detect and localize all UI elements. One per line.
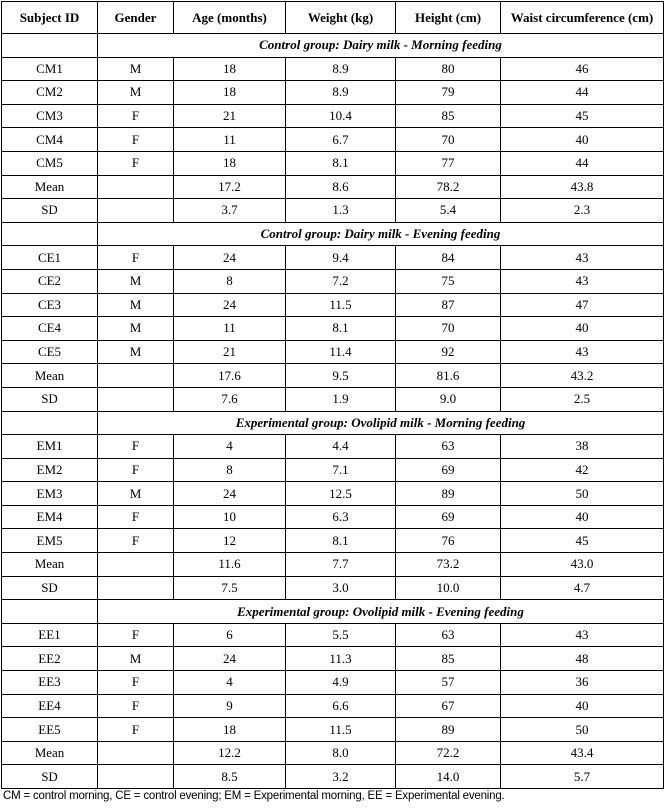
height-cell: 89: [396, 718, 501, 742]
age-cell: 24: [174, 246, 286, 270]
weight-cell: 8.6: [286, 175, 396, 199]
subject-id-cell: Mean: [2, 364, 98, 388]
gender-cell: [98, 765, 174, 789]
subject-id-cell: EE1: [2, 623, 98, 647]
age-cell: 6: [174, 623, 286, 647]
header-waist: Waist circumference (cm): [501, 2, 664, 34]
weight-cell: 8.1: [286, 529, 396, 553]
subject-id-cell: EM3: [2, 482, 98, 506]
weight-cell: 10.4: [286, 104, 396, 128]
gender-cell: [98, 741, 174, 765]
height-cell: 63: [396, 623, 501, 647]
subject-data-table: [1, 1, 664, 789]
age-cell: 8: [174, 458, 286, 482]
age-cell: 24: [174, 482, 286, 506]
age-cell: 3.7: [174, 199, 286, 223]
gender-cell: M: [98, 81, 174, 105]
gender-cell: M: [98, 317, 174, 341]
group-header-row: [2, 411, 664, 435]
gender-cell: M: [98, 57, 174, 81]
subject-id-cell: CE2: [2, 269, 98, 293]
height-cell: 84: [396, 246, 501, 270]
table-row: [2, 57, 664, 81]
group-blank-cell: [2, 222, 98, 246]
table-body: [2, 34, 664, 789]
table-row: [2, 199, 664, 223]
gender-cell: M: [98, 340, 174, 364]
subject-id-cell: CM2: [2, 81, 98, 105]
group-title: Control group: Dairy milk - Evening feeding: [98, 222, 664, 246]
height-cell: 77: [396, 151, 501, 175]
weight-cell: 4.9: [286, 671, 396, 695]
subject-id-cell: EE3: [2, 671, 98, 695]
waist-cell: 40: [501, 128, 664, 152]
table-row: [2, 623, 664, 647]
table-row: [2, 387, 664, 411]
subject-id-cell: EM1: [2, 435, 98, 459]
age-cell: 12.2: [174, 741, 286, 765]
age-cell: 12: [174, 529, 286, 553]
subject-id-cell: EE5: [2, 718, 98, 742]
gender-cell: [98, 364, 174, 388]
subject-id-cell: CE4: [2, 317, 98, 341]
gender-cell: [98, 175, 174, 199]
weight-cell: 11.4: [286, 340, 396, 364]
subject-id-cell: EM2: [2, 458, 98, 482]
age-cell: 21: [174, 104, 286, 128]
weight-cell: 5.5: [286, 623, 396, 647]
table-row: [2, 671, 664, 695]
weight-cell: 11.3: [286, 647, 396, 671]
subject-id-cell: EE4: [2, 694, 98, 718]
age-cell: 18: [174, 151, 286, 175]
height-cell: 89: [396, 482, 501, 506]
subject-id-cell: CM3: [2, 104, 98, 128]
group-blank-cell: [2, 411, 98, 435]
table-row: [2, 765, 664, 789]
age-cell: 18: [174, 57, 286, 81]
height-cell: 92: [396, 340, 501, 364]
waist-cell: 42: [501, 458, 664, 482]
waist-cell: 50: [501, 718, 664, 742]
table-row: [2, 435, 664, 459]
weight-cell: 1.3: [286, 199, 396, 223]
age-cell: 11: [174, 128, 286, 152]
waist-cell: 4.7: [501, 576, 664, 600]
gender-cell: F: [98, 104, 174, 128]
gender-cell: F: [98, 458, 174, 482]
gender-cell: F: [98, 435, 174, 459]
weight-cell: 3.2: [286, 765, 396, 789]
subject-id-cell: SD: [2, 765, 98, 789]
gender-cell: [98, 553, 174, 577]
gender-cell: F: [98, 128, 174, 152]
waist-cell: 40: [501, 694, 664, 718]
age-cell: 24: [174, 647, 286, 671]
header-row: [2, 2, 664, 34]
subject-id-cell: CM4: [2, 128, 98, 152]
header-height: Height (cm): [396, 2, 501, 34]
subject-id-cell: CM5: [2, 151, 98, 175]
waist-cell: 2.3: [501, 199, 664, 223]
waist-cell: 43.2: [501, 364, 664, 388]
gender-cell: F: [98, 694, 174, 718]
weight-cell: 8.1: [286, 317, 396, 341]
waist-cell: 36: [501, 671, 664, 695]
waist-cell: 43: [501, 340, 664, 364]
waist-cell: 43.4: [501, 741, 664, 765]
age-cell: 4: [174, 671, 286, 695]
gender-cell: F: [98, 529, 174, 553]
weight-cell: 8.9: [286, 81, 396, 105]
header-weight: Weight (kg): [286, 2, 396, 34]
waist-cell: 44: [501, 81, 664, 105]
weight-cell: 8.9: [286, 57, 396, 81]
subject-id-cell: EM5: [2, 529, 98, 553]
gender-cell: F: [98, 718, 174, 742]
weight-cell: 4.4: [286, 435, 396, 459]
group-blank-cell: [2, 34, 98, 58]
height-cell: 9.0: [396, 387, 501, 411]
waist-cell: 43: [501, 623, 664, 647]
age-cell: 24: [174, 293, 286, 317]
height-cell: 57: [396, 671, 501, 695]
table-row: [2, 505, 664, 529]
table-row: [2, 364, 664, 388]
gender-cell: [98, 387, 174, 411]
subject-id-cell: SD: [2, 576, 98, 600]
weight-cell: 1.9: [286, 387, 396, 411]
height-cell: 73.2: [396, 553, 501, 577]
weight-cell: 8.0: [286, 741, 396, 765]
subject-id-cell: SD: [2, 199, 98, 223]
age-cell: 8.5: [174, 765, 286, 789]
weight-cell: 3.0: [286, 576, 396, 600]
height-cell: 72.2: [396, 741, 501, 765]
weight-cell: 7.1: [286, 458, 396, 482]
group-header-row: [2, 34, 664, 58]
table-row: [2, 741, 664, 765]
waist-cell: 50: [501, 482, 664, 506]
header-age: Age (months): [174, 2, 286, 34]
gender-cell: M: [98, 482, 174, 506]
waist-cell: 38: [501, 435, 664, 459]
weight-cell: 7.7: [286, 553, 396, 577]
group-header-row: [2, 600, 664, 624]
gender-cell: F: [98, 671, 174, 695]
age-cell: 17.6: [174, 364, 286, 388]
table-row: [2, 553, 664, 577]
weight-cell: 11.5: [286, 718, 396, 742]
table-row: [2, 104, 664, 128]
weight-cell: 9.5: [286, 364, 396, 388]
table-row: [2, 151, 664, 175]
height-cell: 70: [396, 128, 501, 152]
table-row: [2, 246, 664, 270]
table-row: [2, 81, 664, 105]
waist-cell: 47: [501, 293, 664, 317]
age-cell: 11: [174, 317, 286, 341]
gender-cell: M: [98, 647, 174, 671]
waist-cell: 5.7: [501, 765, 664, 789]
gender-cell: F: [98, 151, 174, 175]
height-cell: 69: [396, 505, 501, 529]
table-row: [2, 293, 664, 317]
gender-cell: F: [98, 623, 174, 647]
weight-cell: 9.4: [286, 246, 396, 270]
waist-cell: 43.8: [501, 175, 664, 199]
height-cell: 76: [396, 529, 501, 553]
group-blank-cell: [2, 600, 98, 624]
weight-cell: 11.5: [286, 293, 396, 317]
waist-cell: 46: [501, 57, 664, 81]
age-cell: 17.2: [174, 175, 286, 199]
subject-id-cell: CE5: [2, 340, 98, 364]
subject-id-cell: CE1: [2, 246, 98, 270]
table-row: [2, 647, 664, 671]
table-row: [2, 529, 664, 553]
group-title: Experimental group: Ovolipid milk - Evening feeding: [98, 600, 664, 624]
table-row: [2, 694, 664, 718]
age-cell: 4: [174, 435, 286, 459]
height-cell: 75: [396, 269, 501, 293]
gender-cell: [98, 199, 174, 223]
waist-cell: 43: [501, 269, 664, 293]
weight-cell: 7.2: [286, 269, 396, 293]
height-cell: 79: [396, 81, 501, 105]
age-cell: 18: [174, 81, 286, 105]
waist-cell: 45: [501, 529, 664, 553]
gender-cell: F: [98, 505, 174, 529]
table-row: [2, 128, 664, 152]
height-cell: 14.0: [396, 765, 501, 789]
weight-cell: 8.1: [286, 151, 396, 175]
waist-cell: 40: [501, 317, 664, 341]
table-row: [2, 576, 664, 600]
table-row: [2, 458, 664, 482]
weight-cell: 12.5: [286, 482, 396, 506]
waist-cell: 40: [501, 505, 664, 529]
table-row: [2, 482, 664, 506]
height-cell: 85: [396, 647, 501, 671]
height-cell: 63: [396, 435, 501, 459]
gender-cell: [98, 576, 174, 600]
gender-cell: F: [98, 246, 174, 270]
waist-cell: 44: [501, 151, 664, 175]
weight-cell: 6.6: [286, 694, 396, 718]
height-cell: 70: [396, 317, 501, 341]
subject-id-cell: CE3: [2, 293, 98, 317]
waist-cell: 43.0: [501, 553, 664, 577]
table-footnote: CM = control morning, CE = control evening; EM = Experimental morning, EE = Experimental evening.: [3, 790, 505, 802]
height-cell: 78.2: [396, 175, 501, 199]
gender-cell: M: [98, 269, 174, 293]
age-cell: 21: [174, 340, 286, 364]
table-row: [2, 317, 664, 341]
waist-cell: 45: [501, 104, 664, 128]
height-cell: 80: [396, 57, 501, 81]
subject-id-cell: EM4: [2, 505, 98, 529]
height-cell: 87: [396, 293, 501, 317]
table-row: [2, 340, 664, 364]
height-cell: 67: [396, 694, 501, 718]
group-title: Control group: Dairy milk - Morning feeding: [98, 34, 664, 58]
subject-id-cell: Mean: [2, 741, 98, 765]
waist-cell: 2.5: [501, 387, 664, 411]
subject-id-cell: Mean: [2, 175, 98, 199]
waist-cell: 48: [501, 647, 664, 671]
height-cell: 10.0: [396, 576, 501, 600]
subject-id-cell: CM1: [2, 57, 98, 81]
age-cell: 9: [174, 694, 286, 718]
gender-cell: M: [98, 293, 174, 317]
subject-id-cell: SD: [2, 387, 98, 411]
subject-id-cell: Mean: [2, 553, 98, 577]
group-title: Experimental group: Ovolipid milk - Morning feeding: [98, 411, 664, 435]
age-cell: 11.6: [174, 553, 286, 577]
weight-cell: 6.3: [286, 505, 396, 529]
age-cell: 18: [174, 718, 286, 742]
height-cell: 69: [396, 458, 501, 482]
age-cell: 10: [174, 505, 286, 529]
table-row: [2, 175, 664, 199]
subject-id-cell: EE2: [2, 647, 98, 671]
weight-cell: 6.7: [286, 128, 396, 152]
height-cell: 81.6: [396, 364, 501, 388]
header-gender: Gender: [98, 2, 174, 34]
table-row: [2, 718, 664, 742]
waist-cell: 43: [501, 246, 664, 270]
group-header-row: [2, 222, 664, 246]
header-subject-id: Subject ID: [2, 2, 98, 34]
table-row: [2, 269, 664, 293]
height-cell: 5.4: [396, 199, 501, 223]
age-cell: 7.5: [174, 576, 286, 600]
age-cell: 7.6: [174, 387, 286, 411]
height-cell: 85: [396, 104, 501, 128]
age-cell: 8: [174, 269, 286, 293]
